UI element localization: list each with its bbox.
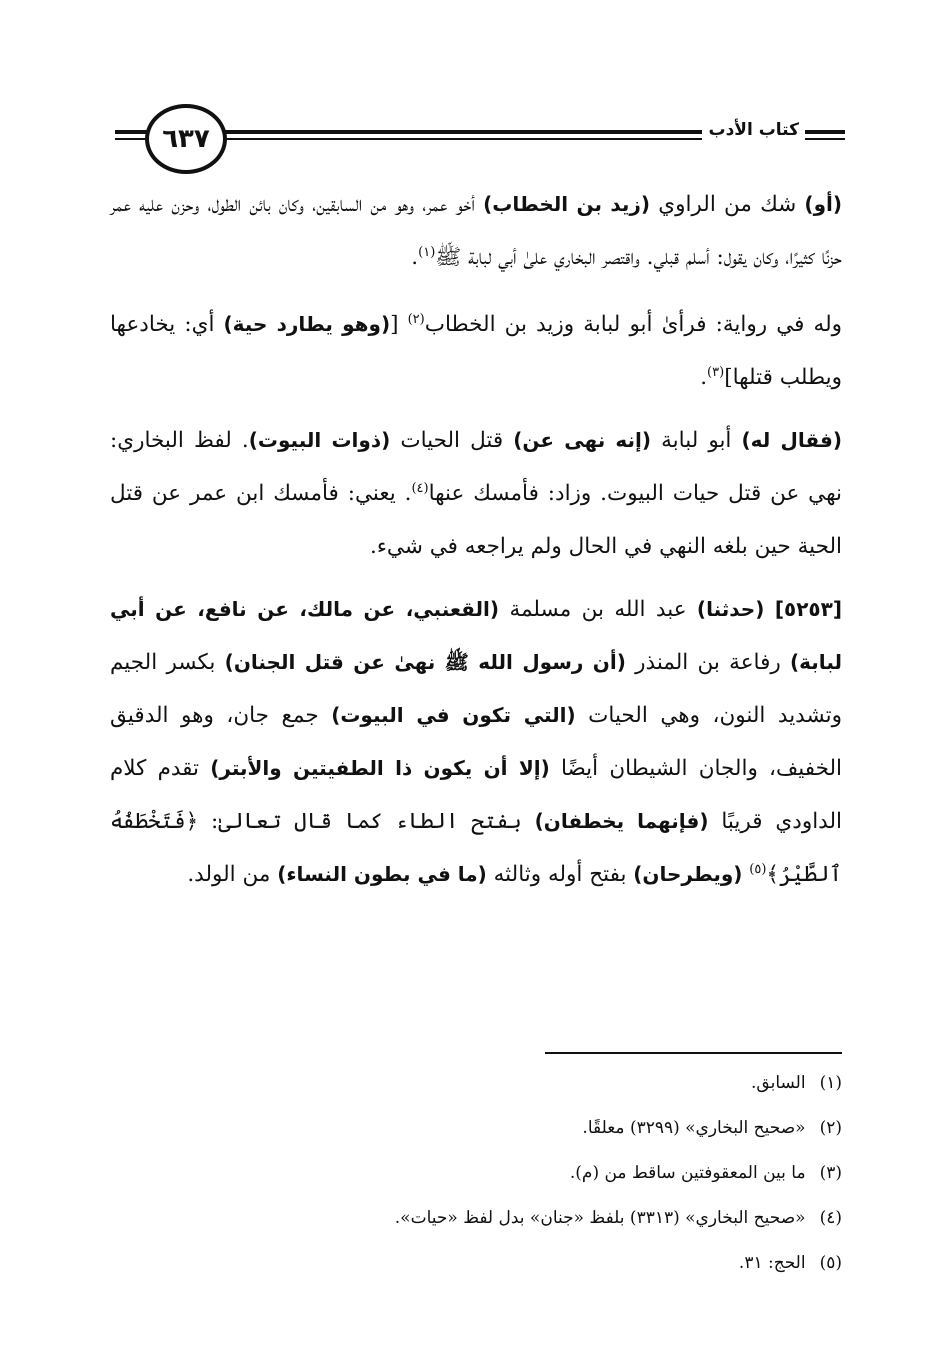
footnote-item: [110, 1064, 842, 1109]
bold-segment: (القعنبي، عن مالك، عن نافع، عن أبي لبابة): [110, 597, 842, 674]
text-segment: .: [700, 365, 708, 390]
text-segment: .: [411, 245, 419, 270]
bold-segment: (إنه نهى عن): [513, 428, 652, 452]
bold-segment: [٥٢٥٣] (حدثنا): [696, 597, 842, 621]
main-text: [110, 178, 842, 911]
text-segment: . يعني: فأمسك ابن عمر عن قتل الحية حين بلغه النهي في الحال ولم يراجعه في شيء.: [110, 481, 842, 559]
bold-segment: (ما في بطون النساء): [277, 862, 487, 886]
footnote-item: [110, 1199, 842, 1244]
footnote-ref[interactable]: (٥): [749, 861, 767, 877]
paragraph-2: [110, 298, 842, 404]
page-header: [115, 100, 845, 172]
footnote-number: (٥): [819, 1253, 842, 1273]
text-segment: من الولد.: [187, 862, 278, 887]
text-segment: بفتح أوله وثالثه: [486, 862, 634, 887]
text-segment: جمع جان، وهو الدقيق الخفيف، والجان الشيطان أيضًا: [110, 703, 842, 781]
text-segment: [: [390, 312, 408, 337]
footnotes: [110, 1064, 842, 1289]
text-segment: شك من الراوي: [650, 192, 805, 217]
running-title: كتاب الأدب: [702, 120, 805, 140]
text-segment: . لفظ البخاري: نهي عن قتل حيات البيوت. وزاد: فأمسك عنها: [110, 428, 842, 506]
text-segment: بكسر الجيم وتشديد النون، وهي الحيات: [110, 650, 843, 728]
text-segment: وله في رواية: فرأىٰ أبو لبابة وزيد بن الخطاب: [424, 312, 842, 337]
bold-segment: (أو): [804, 192, 842, 216]
footnote-text: الحج: ٣١.: [738, 1253, 806, 1273]
footnote-ref[interactable]: (٤): [411, 480, 429, 496]
footnote-text: «صحيح البخاري» (٣٣١٣) بلفظ «جنان» بدل لفظ «حيات».: [394, 1208, 806, 1228]
footnote-text: «صحيح البخاري» (٣٢٩٩) معلقًا.: [582, 1118, 806, 1138]
footnote-ref[interactable]: (٣): [707, 364, 725, 380]
footnote-number: (٣): [819, 1163, 842, 1183]
footnote-text: ما بين المعقوفتين ساقط من (م).: [569, 1163, 806, 1183]
text-segment: أخو عمر، وهو من السابقين، وكان بائن الطول، وحزن عليه عمر حزنًا كثيرًا، وكان يقول: أسلم قبلي. واقتصر البخاري علىٰ أبي لبابة ﷺ: [110, 192, 842, 270]
footnote-separator: [545, 1052, 842, 1054]
bold-segment: (ذوات البيوت): [248, 428, 391, 452]
bold-segment: (التي تكون في البيوت): [331, 703, 576, 727]
footnote-text: السابق.: [751, 1073, 806, 1093]
footnote-number: (٤): [819, 1208, 842, 1228]
page-number-badge: [145, 104, 227, 174]
bold-segment: (وهو يطارد حية): [223, 312, 391, 336]
bold-segment: (فقال له): [741, 428, 842, 452]
footnote-number: (١): [819, 1073, 842, 1093]
footnote-item: [110, 1154, 842, 1199]
bold-segment: (إلا أن يكون ذا الطفيتين والأبتر): [210, 756, 550, 780]
footnote-item: [110, 1109, 842, 1154]
text-segment: بفتح الطاء كما قال تعالىٰ: ﴿فَتَخْطَفُهُ ٱلطَّيْرُ﴾: [110, 809, 842, 887]
paragraph-3: [110, 414, 842, 573]
bold-segment: (ويطرحان): [633, 862, 743, 886]
text-segment: تقدم كلام الداودي قريبًا: [110, 756, 842, 834]
footnote-item: [110, 1244, 842, 1289]
bold-segment: (أن رسول الله ﷺ نهىٰ عن قتل الجنان): [224, 650, 626, 674]
footnote-ref[interactable]: (٢): [407, 311, 425, 327]
paragraph-4: [110, 583, 842, 901]
text-segment: عبد الله بن مسلمة: [499, 597, 697, 622]
text-segment: أي: يخادعها ويطلب قتلها]: [110, 312, 842, 390]
paragraph-1: [110, 178, 842, 284]
text-segment: رفاعة بن المنذر: [625, 650, 791, 675]
text-segment: قتل الحيات: [390, 428, 514, 453]
text-segment: أبو لبابة: [651, 428, 742, 453]
bold-segment: (فإنهما يخطفان): [534, 809, 709, 833]
footnote-ref[interactable]: (١): [418, 244, 436, 260]
bold-segment: (زيد بن الخطاب): [483, 192, 651, 216]
page-number: ٦٣٧: [162, 124, 210, 154]
footnote-number: (٢): [819, 1118, 842, 1138]
